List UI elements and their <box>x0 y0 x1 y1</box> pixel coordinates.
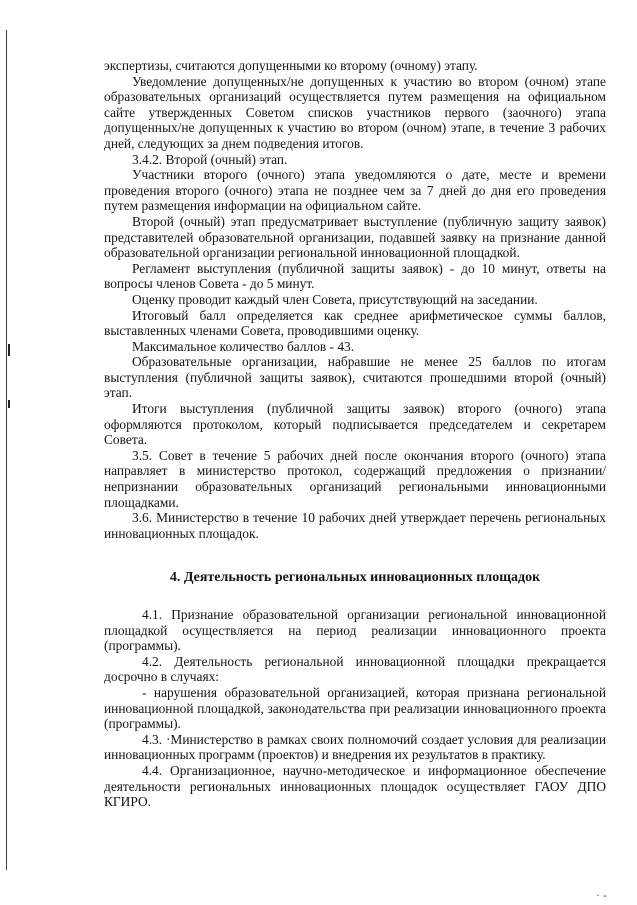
scan-artifact-mark <box>8 400 10 408</box>
scan-artifact-mark <box>8 344 10 356</box>
document-body <box>104 58 606 810</box>
corner-mark: · - <box>596 888 607 902</box>
paragraph: 4.1. Признание образовательной организации региональной инновационной площадкой осуществляется на период реализации инновационного проекта (программы). <box>104 607 606 654</box>
paragraph: Второй (очный) этап предусматривает выступление (публичную защиту заявок) представителей образовательной организации, подавшей заявку на признание данной образовательной организации региональной инновационной площадкой. <box>104 213 606 261</box>
paragraph: 3.6. Министерство в течение 10 рабочих дней утверждает перечень региональных инновационных площадок. <box>104 510 606 541</box>
scan-edge-line <box>6 30 7 870</box>
section-heading: 4. Деятельность региональных инновационных площадок <box>169 570 541 586</box>
paragraph: 3.4.2. Второй (очный) этап. <box>132 151 288 167</box>
paragraph: - нарушения образовательной организацией, которая признана региональной инновационной площадкой, законодательства при реализации инновационного проекта (программы). <box>104 684 606 732</box>
paragraph: Участники второго (очного) этапа уведомляются о дате, месте и времени проведения второго (очного) этапа не позднее чем за 7 дней до дня его проведения путем размещения информации на официальном сайте. <box>104 167 606 214</box>
paragraph: Образовательные организации, набравшие не менее 25 баллов по итогам выступления (публичной защиты заявок), считаются прошедшими второй (очный) этап. <box>104 354 606 401</box>
paragraph: экспертизы, считаются допущенными ко второму (очному) этапу. <box>104 58 478 73</box>
paragraph: 4.3. ·Министерство в рамках своих полномочий создает условия для реализации инновационных программ (проектов) и внедрения их результатов в практику. <box>104 731 606 763</box>
paragraph: Итоговый балл определяется как среднее арифметическое суммы баллов, выставленных членами Совета, проводившими оценку. <box>104 307 606 339</box>
paragraph: Оценку проводит каждый член Совета, присутствующий на заседании. <box>132 291 538 307</box>
paragraph: Итоги выступления (публичной защиты заявок) второго (очного) этапа оформляются протоколом, который подписывается председателем и секретарем Совета. <box>104 401 606 448</box>
paragraph: 4.2. Деятельность региональной инновационной площадки прекращается досрочно в случаях: <box>104 653 606 685</box>
paragraph: Уведомление допущенных/не допущенных к участию во втором (очном) этапе образовательных организаций осуществляется путем размещения на официальном сайте утвержденных Советом списков участников первого (заочного) этапа допущенных/не допущенных к участию во втором (очном) этапе, в течение 3 рабочих дней, следующих за днем подведения итогов. <box>104 73 606 151</box>
paragraph: 4.4. Организационное, научно-методическое и информационное обеспечение деятельности региональных инновационных площадок осуществляет ГАОУ ДПО КГИРО. <box>104 762 606 810</box>
paragraph: 3.5. Совет в течение 5 рабочих дней после окончания второго (очного) этапа направляет в министерство протокол, содержащий предложения о признании/непризнании образовательных организаций региональными инновационными площадками. <box>104 447 606 510</box>
paragraph: Максимальное количество баллов - 43. <box>132 338 355 354</box>
paragraph: Регламент выступления (публичной защиты заявок) - до 10 минут, ответы на вопросы членов Совета - до 5 минут. <box>104 260 606 292</box>
